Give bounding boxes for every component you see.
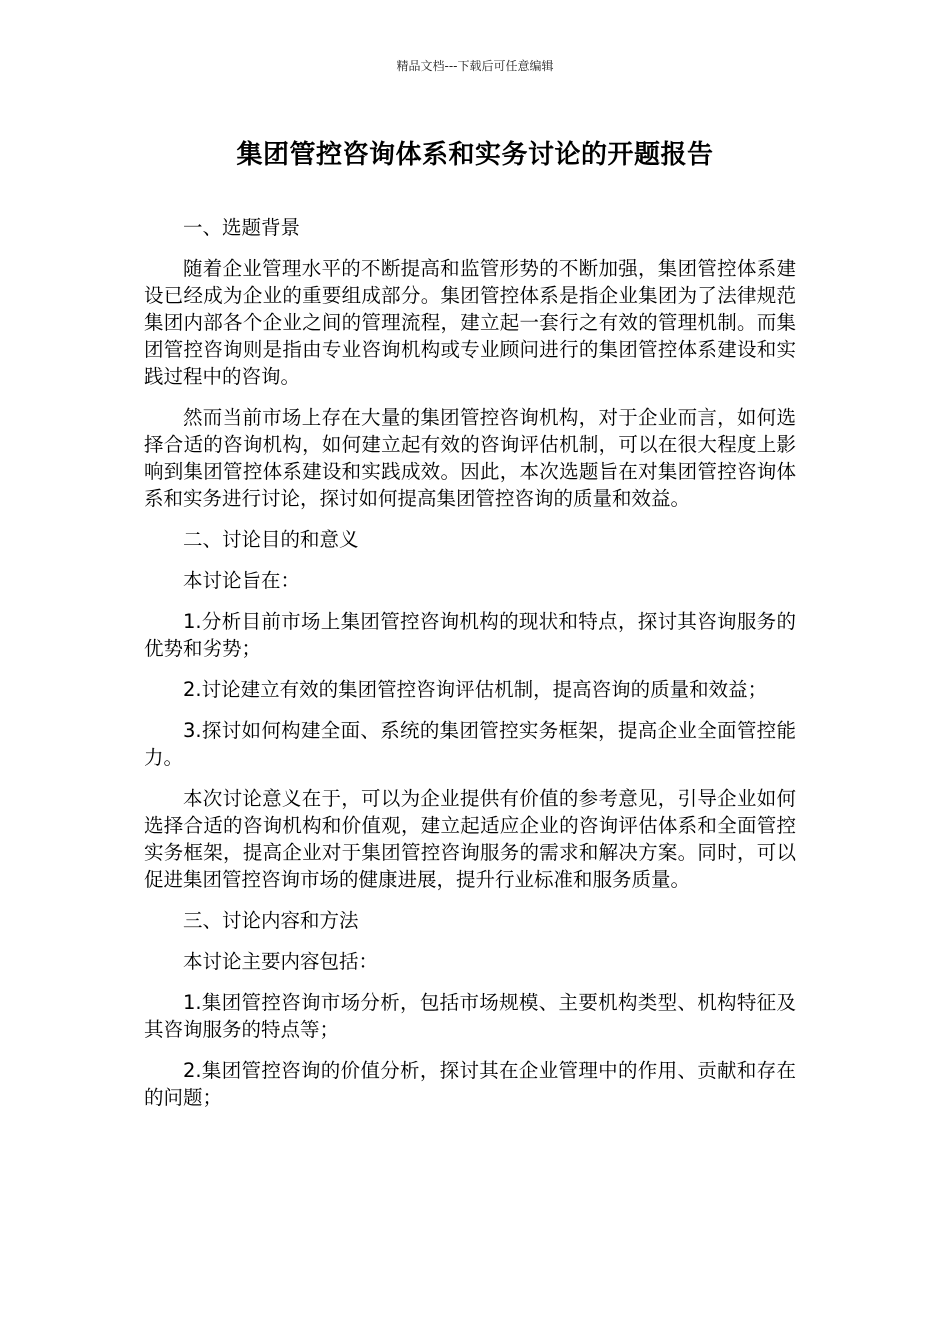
paragraph-background-1: 随着企业管理水平的不断提高和监管形势的不断加强，集团管控体系建设已经成为企业的重要组成部分。集团管控体系是指企业集团为了法律规范集团内部各个企业之间的管理流程，建立起一套行之有效的管理机制。而集团管控咨询则是指由专业咨询机构或专业顾问进行的集团管控体系建设和实践过程中的咨询。 bbox=[144, 257, 796, 388]
section-heading-purpose: 二、讨论目的和意义 bbox=[183, 528, 359, 551]
paragraph-purpose-intro: 本讨论旨在： bbox=[183, 569, 301, 592]
paragraph-background-2: 然而当前市场上存在大量的集团管控咨询机构，对于企业而言，如何选择合适的咨询机构，如何建立起有效的咨询评估机制，可以在很大程度上影响到集团管控体系建设和实践成效。因此，本次选题旨在对集团管控咨询体系和实务进行讨论，探讨如何提高集团管控咨询的质量和效益。 bbox=[144, 406, 796, 510]
document-title: 集团管控咨询体系和实务讨论的开题报告 bbox=[236, 140, 714, 170]
list-item-content-1: 1.集团管控咨询市场分析，包括市场规模、主要机构类型、机构特征及其咨询服务的特点等； bbox=[144, 991, 796, 1041]
list-item-purpose-2: 2.讨论建立有效的集团管控咨询评估机制，提高咨询的质量和效益； bbox=[183, 678, 768, 701]
list-item-content-2: 2.集团管控咨询的价值分析，探讨其在企业管理中的作用、贡献和存在的问题； bbox=[144, 1059, 796, 1109]
section-heading-content: 三、讨论内容和方法 bbox=[183, 909, 359, 932]
page-header-watermark: 精品文档---下载后可任意编辑 bbox=[396, 59, 554, 73]
list-item-purpose-3: 3.探讨如何构建全面、系统的集团管控实务框架，提高企业全面管控能力。 bbox=[144, 719, 796, 769]
section-heading-background: 一、选题背景 bbox=[183, 216, 301, 239]
list-item-purpose-1: 1.分析目前市场上集团管控咨询机构的现状和特点，探讨其咨询服务的优势和劣势； bbox=[144, 610, 796, 660]
document-body bbox=[144, 214, 796, 1125]
paragraph-content-intro: 本讨论主要内容包括： bbox=[183, 950, 379, 973]
paragraph-significance: 本次讨论意义在于，可以为企业提供有价值的参考意见，引导企业如何选择合适的咨询机构和价值观，建立起适应企业的咨询评估体系和全面管控实务框架，提高企业对于集团管控咨询服务的需求和解决方案。同时，可以促进集团管控咨询市场的健康进展，提升行业标准和服务质量。 bbox=[144, 787, 796, 891]
